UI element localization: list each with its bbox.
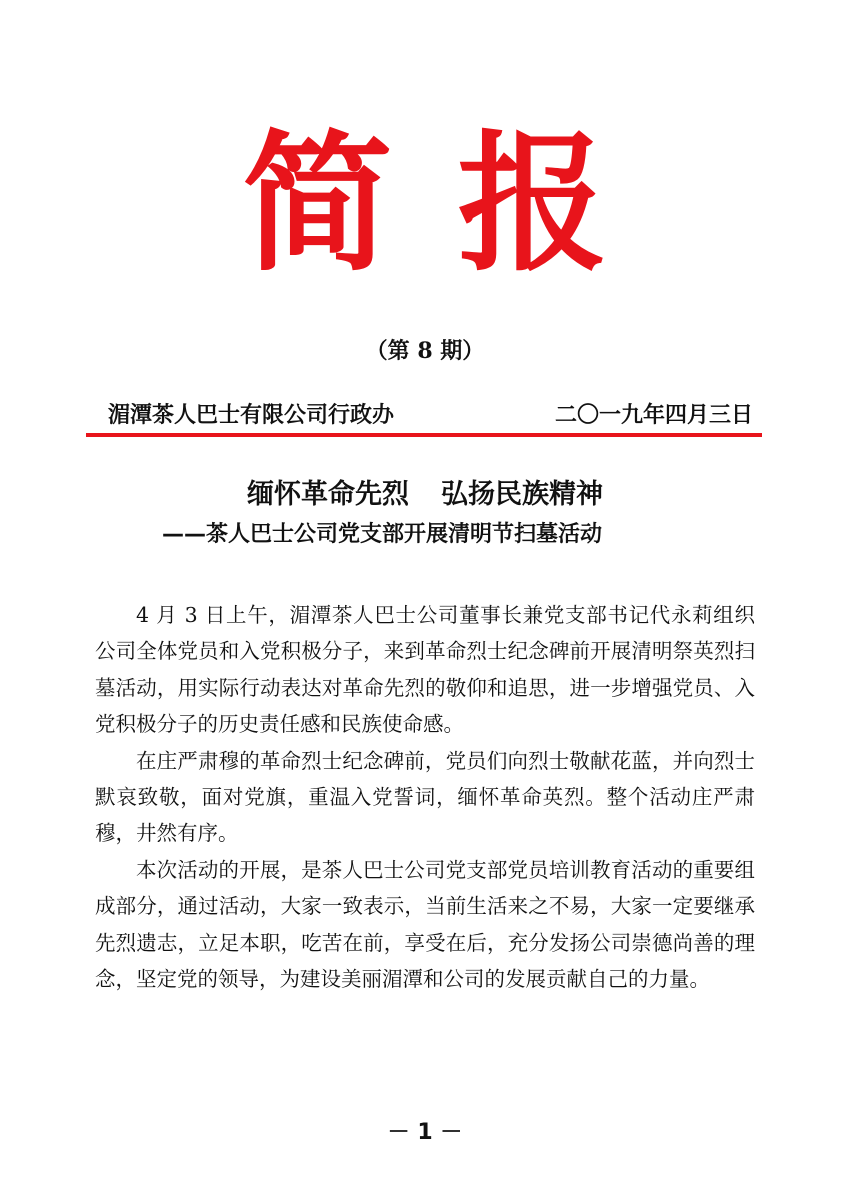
red-divider-line xyxy=(86,433,762,437)
masthead-title xyxy=(0,120,850,290)
header-row xyxy=(108,399,753,431)
issuing-organization: 湄潭茶人巴士有限公司行政办 xyxy=(108,402,395,428)
article-title-part2: 弘扬民族精神 xyxy=(441,479,603,510)
masthead-char-bao: 报 xyxy=(457,118,608,292)
page-number: － 1 － xyxy=(387,1120,463,1145)
paragraph-1: 4 月 3 日上午，湄潭茶人巴士公司董事长兼党支部书记代永莉组织公司全体党员和入党积极分子，来到革命烈士纪念碑前开展清明祭英烈扫墓活动，用实际行动表达对革命先烈的敬仰和追思，进一步增强党员、入党积极分子的历史责任感和民族使命感。 xyxy=(95,603,755,737)
paragraph-3: 本次活动的开展，是茶人巴士公司党支部党员培训教育活动的重要组成部分，通过活动，大家一致表示，当前生活来之不易，大家一定要继承先烈遗志，立足本职，吃苦在前，享受在后，充分发扬公司崇德尚善的理念，坚定党的领导，为建设美丽湄潭和公司的发展贡献自己的力量。 xyxy=(95,857,755,992)
paragraph-2: 在庄严肃穆的革命烈士纪念碑前，党员们向烈士敬献花蓝，并向烈士默哀致敬，面对党旗，重温入党誓词，缅怀革命英烈。整个活动庄严肃穆，井然有序。 xyxy=(95,748,755,846)
article-body xyxy=(95,597,755,997)
issue-number: （第 8 期） xyxy=(365,338,485,364)
article-title xyxy=(0,475,850,515)
article-subtitle: ——茶人巴士公司党支部开展清明节扫墓活动 xyxy=(162,522,603,547)
issue-date: 二〇一九年四月三日 xyxy=(554,402,753,428)
article-title-part1: 缅怀革命先烈 xyxy=(247,479,409,510)
masthead-char-jian: 简 xyxy=(242,118,393,292)
